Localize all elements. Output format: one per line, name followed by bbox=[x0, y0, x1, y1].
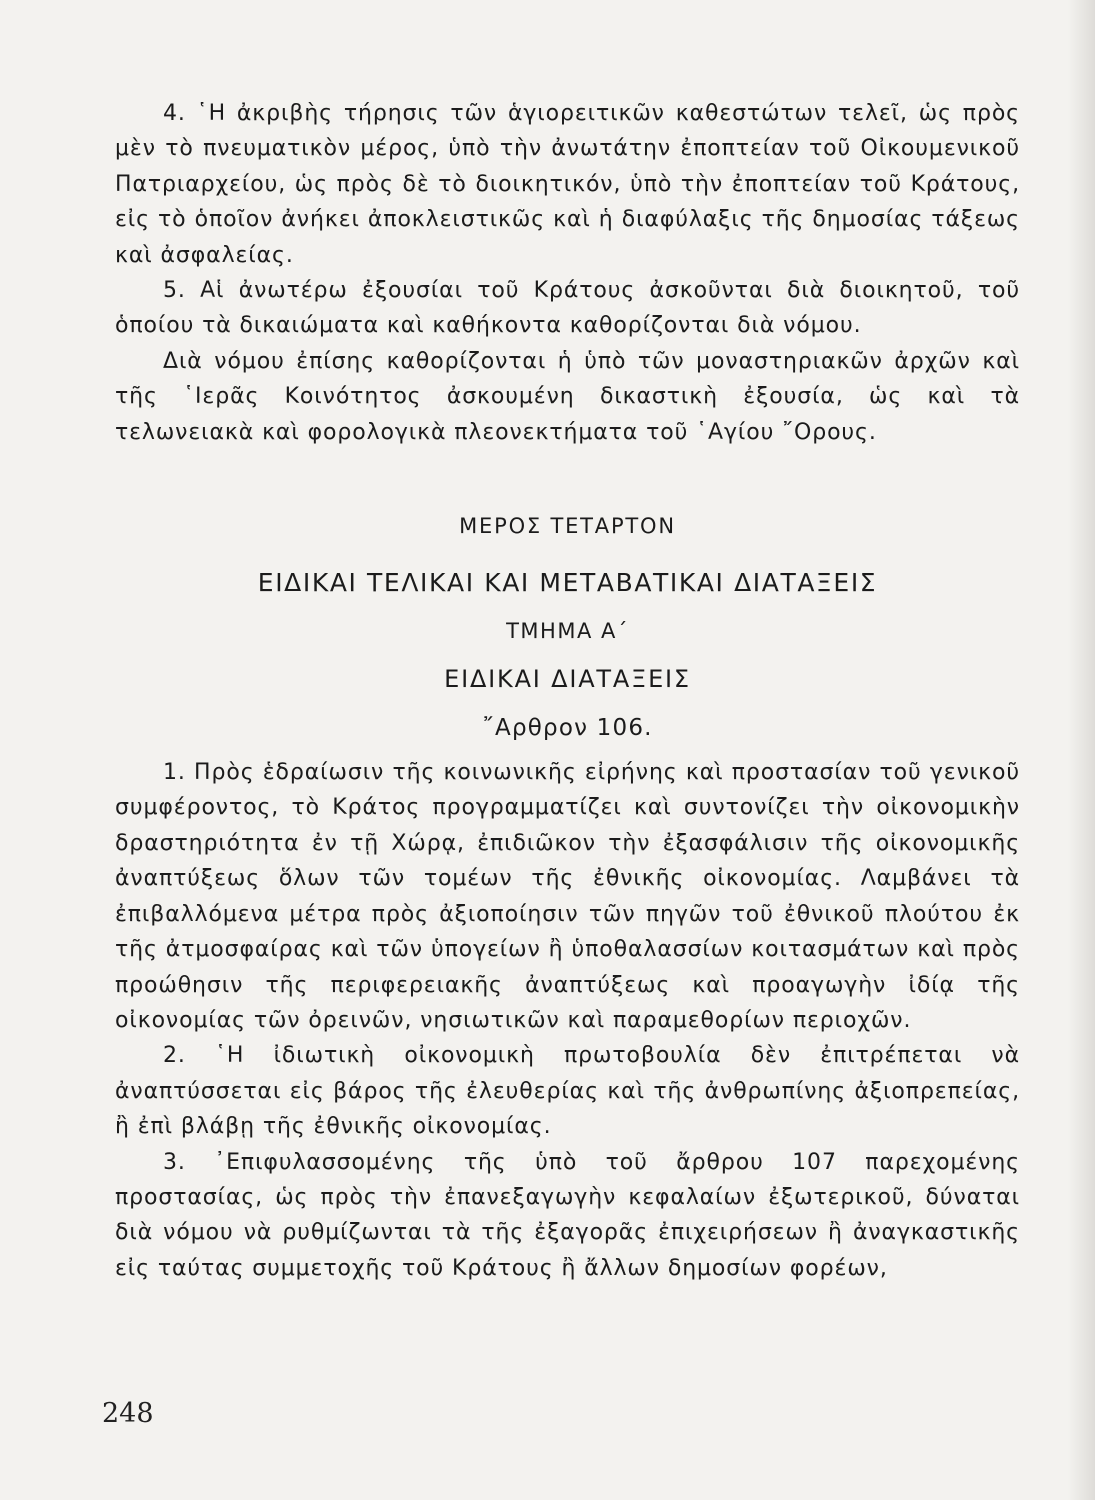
article-heading: ῎Αρθρον 106. bbox=[482, 715, 653, 742]
paragraph-5: 5. Αἱ ἀνωτέρω ἐξουσίαι τοῦ Κράτους ἀσκοῦνται διὰ διοικητοῦ, τοῦ ὁποίου τὰ δικαιώματα καὶ καθήκοντα καθορίζονται διὰ νόμου. bbox=[115, 278, 1020, 339]
subtitle-heading: ΕΙΔΙΚΑΙ ΔΙΑΤΑΞΕΙΣ bbox=[444, 665, 691, 694]
paragraph-5-continued: Διὰ νόμου ἐπίσης καθορίζονται ἡ ὑπὸ τῶν μοναστηριακῶν ἀρχῶν καὶ τῆς ῾Ιερᾶς Κοινότητος ἀσκουμένη δικαστικὴ ἐξουσία, ὡς καὶ τὰ τελωνειακὰ καὶ φορολογικὰ πλεονεκτήματα τοῦ ῾Αγίου ῎Ορους. bbox=[115, 348, 1020, 445]
paragraph-4: 4. ῾Η ἀκριβὴς τήρησις τῶν ἁγιορειτικῶν καθεστώτων τελεῖ, ὡς πρὸς μὲν τὸ πνευματικὸν μέρος, ὑπὸ τὴν ἀνωτάτην ἐποπτείαν τοῦ Οἰκουμενικοῦ Πατριαρχείου, ὡς πρὸς δὲ τὸ διοικητικόν, ὑπὸ τὴν ἐποπτείαν τοῦ Κράτους, εἰς τὸ ὁποῖον ἀνήκει ἀποκλειστικῶς καὶ ἡ διαφύλαξις τῆς δημοσίας τάξεως καὶ ἀσφαλείας. bbox=[115, 101, 1020, 268]
page-text bbox=[115, 96, 1020, 1286]
section-heading: ΕΙΔΙΚΑΙ ΤΕΛΙΚΑΙ ΚΑΙ ΜΕΤΑΒΑΤΙΚΑΙ ΔΙΑΤΑΞΕΙΣ bbox=[257, 568, 878, 598]
page-number: 248 bbox=[102, 1398, 154, 1429]
chapter-heading: ΤΜΗΜΑ Α΄ bbox=[506, 619, 629, 644]
article-paragraph-3: 3. ᾿Επιφυλασσομένης τῆς ὑπὸ τοῦ ἄρθρου 107 παρεχομένης προστασίας, ὡς πρὸς τὴν ἐπανεξαγωγὴν κεφαλαίων ἐξωτερικοῦ, δύναται διὰ νόμου νὰ ρυθμίζωνται τὰ τῆς ἐξαγορᾶς ἐπιχειρήσεων ἢ ἀναγκαστικῆς εἰς ταύτας συμμετοχῆς τοῦ Κράτους ἢ ἄλλων δημοσίων φορέων, bbox=[115, 1149, 1020, 1281]
part-heading: ΜΕΡΟΣ ΤΕΤΑΡΤΟΝ bbox=[459, 514, 676, 539]
article-paragraph-1: 1. Πρὸς ἑδραίωσιν τῆς κοινωνικῆς εἰρήνης καὶ προστασίαν τοῦ γενικοῦ συμφέροντος, τὸ Κράτος προγραμματίζει καὶ συντονίζει τὴν οἰκονομικὴν δραστηριότητα ἐν τῇ Χώρᾳ, ἐπιδιῶκον τὴν ἐξασφάλισιν τῆς οἰκονομικῆς ἀναπτύξεως ὅλων τῶν τομέων τῆς ἐθνικῆς οἰκονομίας. Λαμβάνει τὰ ἐπιβαλλόμενα μέτρα πρὸς ἀξιοποίησιν τῶν πηγῶν τοῦ ἐθνικοῦ πλούτου ἐκ τῆς ἀτμοσφαίρας καὶ τῶν ὑπογείων ἢ ὑποθαλασσίων κοιτασμάτων καὶ πρὸς προώθησιν τῆς περιφερειακῆς ἀναπτύξεως καὶ προαγωγὴν ἰδίᾳ τῆς οἰκονομίας τῶν ὀρεινῶν, νησιωτικῶν καὶ παραμεθορίων περιοχῶν. bbox=[115, 760, 1020, 1033]
page-edge bbox=[1068, 0, 1095, 1500]
article-paragraph-2: 2. ῾Η ἰδιωτικὴ οἰκονομικὴ πρωτοβουλία δὲν ἐπιτρέπεται νὰ ἀναπτύσσεται εἰς βάρος τῆς ἐλευθερίας καὶ τῆς ἀνθρωπίνης ἀξιοπρεπείας, ἢ ἐπὶ βλάβῃ τῆς ἐθνικῆς οἰκονομίας. bbox=[115, 1043, 1020, 1140]
